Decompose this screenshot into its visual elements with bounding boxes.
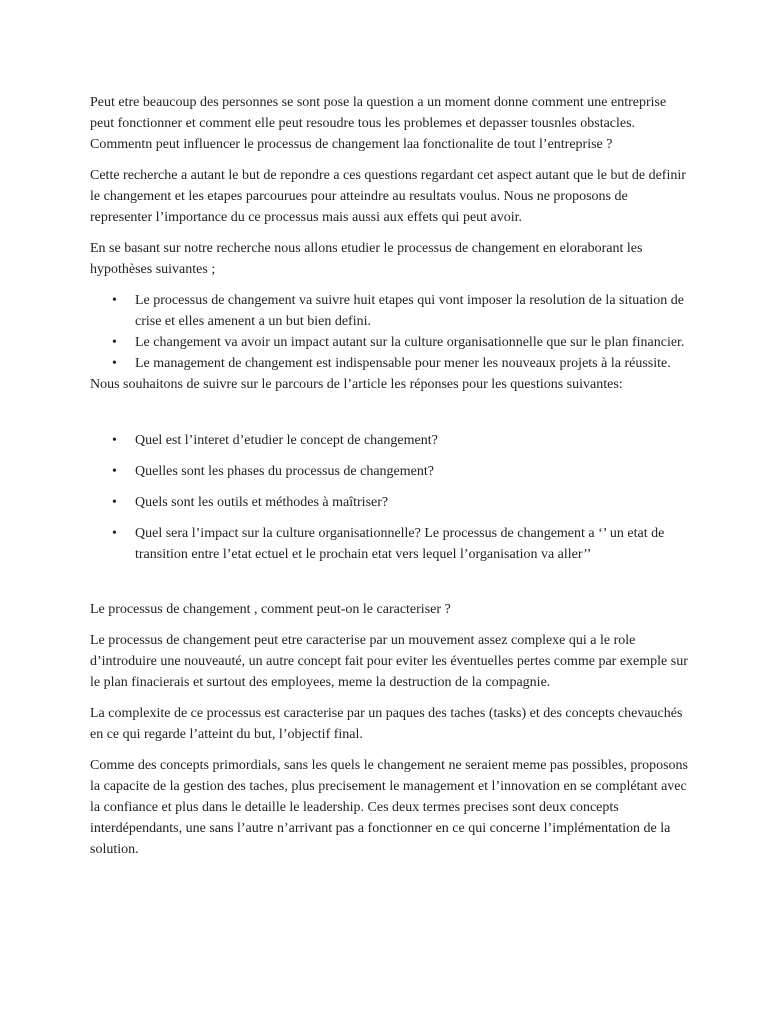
- questions-list: [90, 430, 690, 565]
- complexity-paragraph: La complexite de ce processus est caracterise par un paques des taches (tasks) et des concepts chevauchés en ce qui regarde l’atteint du but, l’objectif final.: [90, 706, 683, 742]
- hypotheses-list: [90, 290, 690, 374]
- list-item: • Quel sera l’impact sur la culture organisationnelle? Le processus de changement a ‘’ un etat de transition entre l’etat ectuel et le prochain etat vers lequel l’organisation va aller’’: [90, 523, 690, 565]
- list-item: • Le changement va avoir un impact autant sur la culture organisationnelle que sur le plan financier.: [90, 332, 690, 353]
- definition-paragraph: Le processus de changement peut etre caracterise par un mouvement assez complexe qui a le role d’introduire une nouveauté, un autre concept fait pour eviter les éventuelles pertes comme par exemple sur le plan finacierais et surtout des employees, meme la destruction de la compagnie.: [90, 633, 688, 690]
- list-item: • Le management de changement est indispensable pour mener les nouveaux projets à la réussite.: [90, 353, 690, 374]
- document-page: [90, 92, 690, 870]
- section-spacer: [90, 575, 690, 599]
- list-item: • Le processus de changement va suivre huit etapes qui vont imposer la resolution de la situation de crise et elles amenent a un but bien defini.: [90, 290, 690, 332]
- research-aim-paragraph: Cette recherche a autant le but de repondre a ces questions regardant cet aspect autant que le but de definir le changement et les etapes parcourues pour atteindre au resultats voulus. Nous ne proposons de representer l’importance du ce processus mais aussi aux effets qui peut avoir.: [90, 168, 686, 225]
- list-item: • Quel est l’interet d’etudier le concept de changement?: [90, 430, 690, 451]
- list-item: • Quels sont les outils et méthodes à maîtriser?: [90, 492, 690, 513]
- hypotheses-intro-paragraph: En se basant sur notre recherche nous allons etudier le processus de changement en eloraborant les hypothèses suivantes ;: [90, 241, 643, 277]
- concepts-paragraph: Comme des concepts primordials, sans les quels le changement ne seraient meme pas possibles, proposons la capacite de la gestion des taches, plus precisement le management et l’innovation en se complétant avec la confiance et plus dans le detaille le leadership. Ces deux termes precises sont deux concepts interdépendants, une sans l’autre n’arrivant pas a fonctionner en ce qui concerne l’implémentation de la solution.: [90, 758, 688, 857]
- intro-paragraph: Peut etre beaucoup des personnes se sont pose la question a un moment donne comment une entreprise peut fonctionner et comment elle peut resoudre tous les problemes et depasser tousnles obstacles. Commentn peut influencer le processus de changement laa fonctionalite de tout l’entreprise ?: [90, 95, 667, 152]
- section-heading: Le processus de changement , comment peut-on le caracteriser ?: [90, 602, 451, 617]
- questions-intro-paragraph: Nous souhaitons de suivre sur le parcours de l’article les réponses pour les questions suivantes:: [90, 377, 623, 392]
- list-item: • Quelles sont les phases du processus de changement?: [90, 461, 690, 482]
